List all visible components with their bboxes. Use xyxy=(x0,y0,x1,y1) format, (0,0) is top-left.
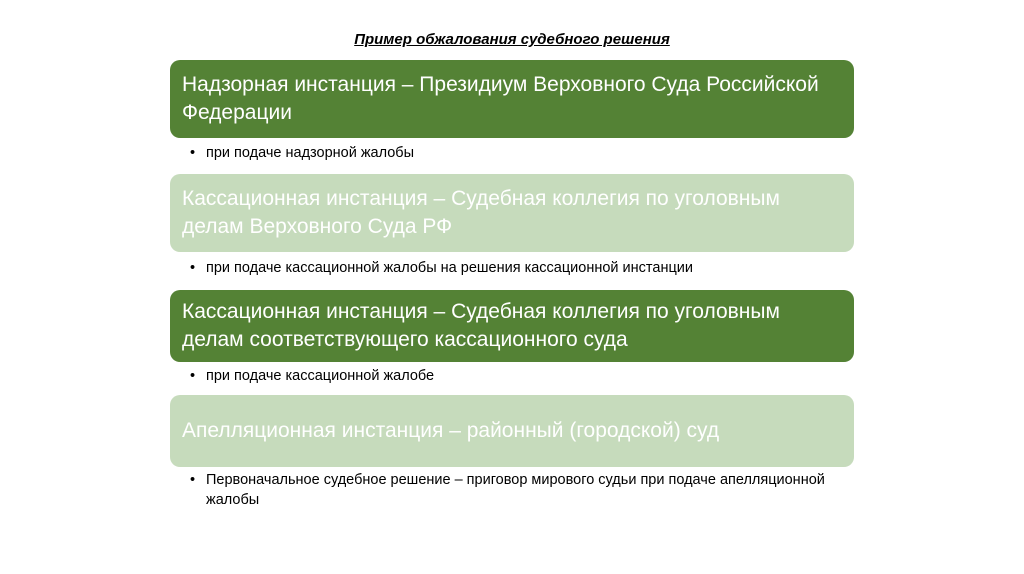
note-text: при подаче надзорной жалобы xyxy=(206,145,415,161)
note-text: при подаче кассационной жалобе xyxy=(206,368,435,384)
slide-title: Пример обжалования судебного решения xyxy=(354,31,670,48)
instance-box-supervisory xyxy=(170,60,854,138)
instance-label: Апелляционная инстанция – районный (городской) суд xyxy=(182,419,720,442)
instance-box-appeal xyxy=(170,395,854,467)
bullet-icon: • xyxy=(190,368,196,384)
note-text: при подаче кассационной жалобы на решения кассационной инстанции xyxy=(206,260,693,276)
bullet-icon: • xyxy=(190,145,196,161)
instance-note-cassation-supreme xyxy=(190,258,830,278)
instance-label: Кассационная инстанция – Судебная коллегия по уголовным делам Верховного Суда РФ xyxy=(182,187,780,238)
note-text: Первоначальное судебное решение – приговор мирового судьи при подаче апелляционной жалобы xyxy=(206,472,825,508)
instance-label: Кассационная инстанция – Судебная коллегия по уголовным делам соответствующего кассационного суда xyxy=(182,300,780,351)
instance-note-appeal xyxy=(190,470,830,510)
bullet-icon: • xyxy=(190,260,196,276)
instance-box-cassation-court xyxy=(170,290,854,362)
instance-label: Надзорная инстанция – Президиум Верховного Суда Российской Федерации xyxy=(182,73,819,124)
instance-note-supervisory xyxy=(190,143,830,163)
bullet-icon: • xyxy=(190,472,196,488)
instance-box-cassation-supreme xyxy=(170,174,854,252)
instance-note-cassation-court xyxy=(190,366,830,386)
